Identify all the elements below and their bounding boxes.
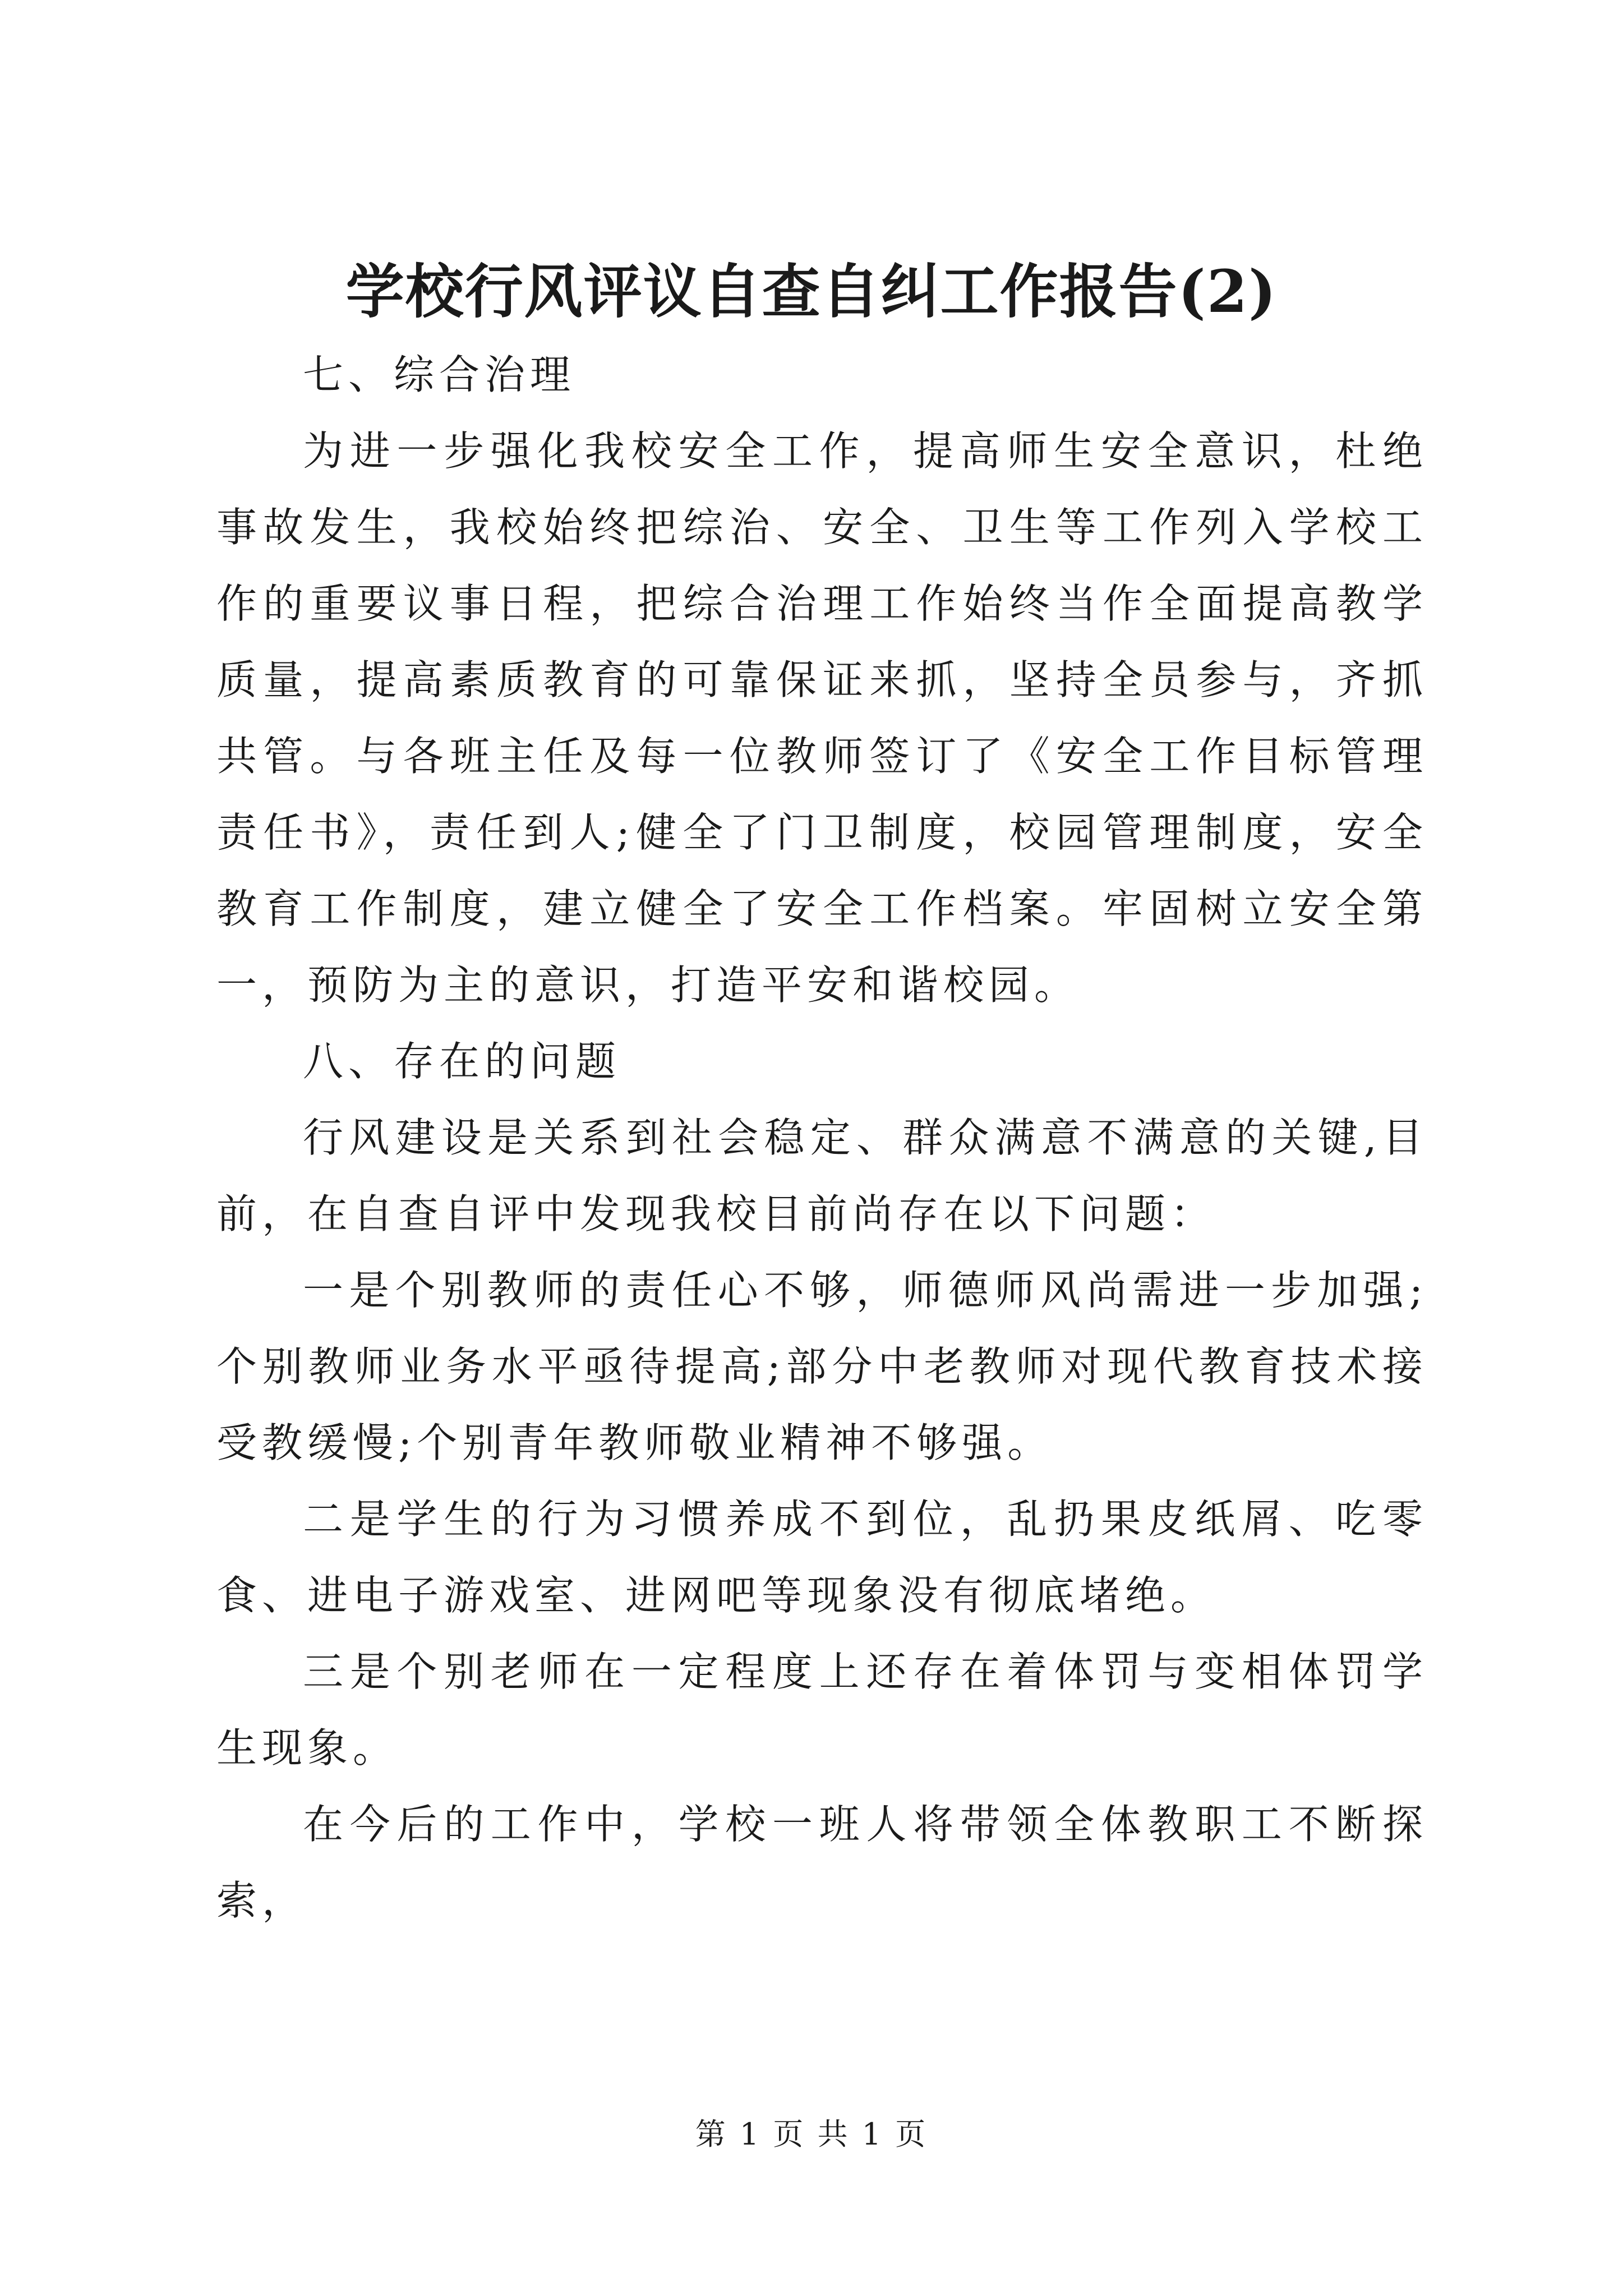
paragraph-problem-two: 二是学生的行为习惯养成不到位，乱扔果皮纸屑、吃零食、进电子游戏室、进网吧等现象没有彻底堵绝。 (216, 1496, 1428, 1619)
paragraph-problems-intro: 行风建设是关系到社会稳定、群众满意不满意的关键,目前，在自查自评中发现我校目前尚存在以下问题： (216, 1114, 1428, 1237)
paragraph-problem-one: 一是个别教师的责任心不够，师德师风尚需进一步加强;个别教师业务水平亟待提高;部分中老教师对现代教育技术接受教缓慢;个别青年教师敬业精神不够强。 (216, 1267, 1428, 1466)
section-heading-comprehensive-governance: 七、综合治理 (303, 351, 576, 398)
page-footer: 第 1 页 共 1 页 (695, 2116, 928, 2152)
document-title: 学校行风评议自查自纠工作报告(2) (345, 257, 1278, 326)
section-heading-existing-problems: 八、存在的问题 (303, 1038, 621, 1085)
paragraph-future-work: 在今后的工作中，学校一班人将带领全体教职工不断探索， (216, 1801, 1428, 1924)
paragraph-problem-three: 三是个别老师在一定程度上还存在着体罚与变相体罚学生现象。 (216, 1648, 1428, 1772)
paragraph-safety-work: 为进一步强化我校安全工作，提高师生安全意识，杜绝事故发生，我校始终把综治、安全、卫生等工作列入学校工作的重要议事日程，把综合治理工作始终当作全面提高教学质量，提高素质教育的可靠保证来抓，坚持全员参与，齐抓共管。与各班主任及每一位教师签订了《安全工作目标管理责任书》，责任到人;健全了门卫制度，校园管理制度，安全教育工作制度，建立健全了安全工作档案。牢固树立安全第一，预防为主的意识，打造平安和谐校园。 (216, 427, 1428, 1009)
document-body (216, 337, 1428, 1939)
